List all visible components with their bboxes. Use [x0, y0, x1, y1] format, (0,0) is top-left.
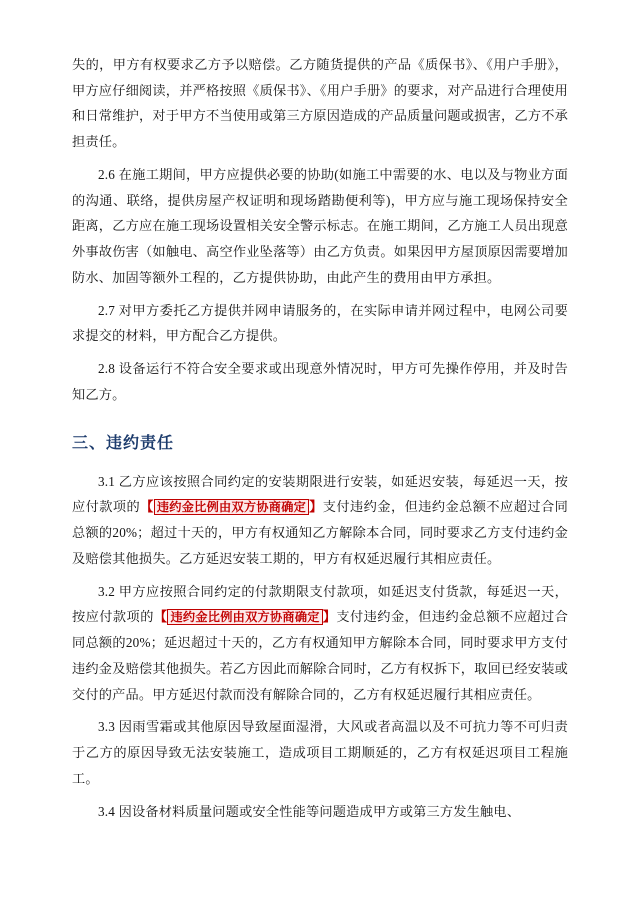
clause-3-2-highlight-field: 违约金比例由双方协商确定	[167, 609, 322, 625]
clause-3-1-text-after: 支付违约金，但违约金总额不应超过合同总额的20%；超过十天的，甲方有权通知乙方解除本合同，同时要求乙方支付违约金及赔偿其他损失。乙方延迟安装工期的，甲方有权延迟履行其相应责任。	[72, 499, 568, 566]
clause-2-6: 2.6 在施工期间，甲方应提供必要的协助(如施工中需要的水、电以及与物业方面的沟通、联络，提供房屋产权证明和现场踏勘便利等)，甲方应与施工现场保持安全距离，乙方应在施工现场设置相关安全警示标志。在施工期间，乙方施工人员出现意外事故伤害（如触电、高空作业坠落等）由乙方负责。如果因甲方屋顶原因需要增加防水、加固等额外工程的，乙方提供协助，由此产生的费用由甲方承担。	[72, 166, 568, 285]
highlight-close-bracket: 】	[322, 609, 337, 625]
document-body	[72, 52, 568, 824]
clause-2-8: 2.8 设备运行不符合安全要求或出现意外情况时，甲方可先操作停用，并及时告知乙方。	[72, 361, 568, 402]
clause-3-3: 3.3 因雨雪霜或其他原因导致屋面湿滑，大风或者高温以及不可抗力等不可归责于乙方的原因导致无法安装施工，造成项目工期顺延的，乙方有权延迟项目工程施工。	[72, 719, 568, 786]
clause-3-1-highlight-field: 违约金比例由双方协商确定	[154, 499, 309, 515]
highlight-open-bracket: 【	[153, 609, 168, 625]
paragraph-continuation: 失的，甲方有权要求乙方予以赔偿。乙方随货提供的产品《质保书》、《用户手册》，甲方应仔细阅读，并严格按照《质保书》、《用户手册》的要求，对产品进行合理使用和日常维护，对于甲方不当使用或第三方原因造成的产品质量问题或损害，乙方不承担责任。	[72, 57, 568, 150]
highlight-open-bracket: 【	[140, 499, 154, 515]
clause-3-2-text-before: 3.2 甲方应按照合同约定的付款期限支付款项，如延迟支付货款，每延迟一天，按应付款项的	[72, 583, 568, 625]
clause-3-4: 3.4 因设备材料质量问题或安全性能等问题造成甲方或第三方发生触电、	[98, 803, 521, 819]
section-heading-breach-liability: 三、违约责任	[72, 434, 175, 452]
clause-3-2	[72, 579, 568, 708]
clause-3-1	[72, 469, 568, 572]
highlight-close-bracket: 】	[309, 499, 323, 515]
clause-2-7: 2.7 对甲方委托乙方提供并网申请服务的，在实际申请并网过程中，电网公司要求提交的材料，甲方配合乙方提供。	[72, 302, 568, 344]
clause-3-2-text-after: 支付违约金，但违约金总额不应超过合同总额的20%；延迟超过十天的，乙方有权通知甲方解除本合同，同时要求甲方支付违约金及赔偿其他损失。若乙方因此而解除合同时，乙方有权拆下，取回已经安装或交付的产品。甲方延迟付款而没有解除合同的，乙方有权延迟履行其相应责任。	[72, 609, 568, 702]
clause-3-1-text-before: 3.1 乙方应该按照合同约定的安装期限进行安装，如延迟安装，每延迟一天，按应付款项的	[72, 473, 568, 515]
